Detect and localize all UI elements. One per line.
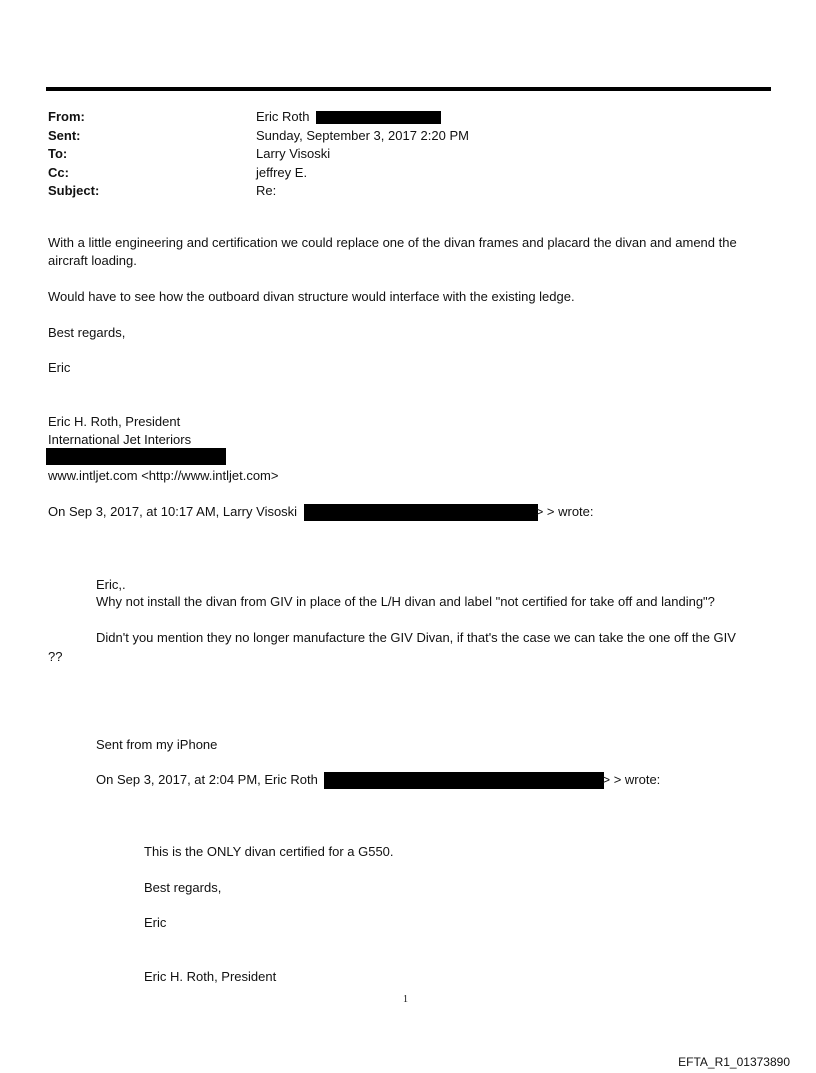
sent-label: Sent: bbox=[48, 127, 81, 143]
signature-name: Eric H. Roth, President bbox=[48, 414, 181, 429]
quote2-signature-name: Eric H. Roth, President bbox=[144, 969, 277, 984]
quote1-intro-wrote: > > wrote: bbox=[535, 504, 594, 519]
from-name: Eric Roth bbox=[256, 109, 310, 124]
redaction-from-email bbox=[316, 111, 441, 124]
quote1-intro-text: On Sep 3, 2017, at 10:17 AM, Larry Visoski bbox=[48, 504, 298, 519]
header-rule bbox=[46, 87, 771, 91]
quote2-regards: Best regards, bbox=[144, 880, 222, 895]
redaction-signature-contact bbox=[46, 448, 226, 465]
quote1-line1: Why not install the divan from GIV in place of the L/H divan and label "not certified for take off and landing"? bbox=[96, 594, 715, 609]
redaction-quote2-email bbox=[324, 772, 604, 789]
quote2-intro bbox=[96, 771, 660, 789]
cc-label: Cc: bbox=[48, 164, 69, 180]
quote1-line2-continuation: ?? bbox=[48, 649, 63, 664]
body-paragraph-1: With a little engineering and certification we could replace one of the divan frames and placard the divan and amend the aircraft loading. bbox=[48, 235, 737, 268]
page-number: 1 bbox=[403, 994, 408, 1005]
quote2-line1: This is the ONLY divan certified for a G550. bbox=[144, 844, 394, 859]
cc-value: jeffrey E. bbox=[256, 164, 308, 180]
quote1-line2: Didn't you mention they no longer manufacture the GIV Divan, if that's the case we can take the one off the GIV bbox=[96, 630, 736, 645]
to-value: Larry Visoski bbox=[256, 146, 331, 161]
subject-label: Subject: bbox=[48, 183, 100, 198]
quote1-sent-from: Sent from my iPhone bbox=[96, 737, 218, 752]
document-id: EFTA_R1_01373890 bbox=[678, 1055, 790, 1069]
from-label: From: bbox=[48, 109, 85, 124]
quote1-greeting: Eric,. bbox=[96, 577, 126, 592]
quote1-intro bbox=[48, 503, 594, 521]
signature-company: International Jet Interiors bbox=[48, 432, 192, 447]
redaction-quote1-email bbox=[304, 504, 538, 521]
body-regards: Best regards, bbox=[48, 325, 126, 340]
body-name: Eric bbox=[48, 360, 71, 375]
sent-value: Sunday, September 3, 2017 2:20 PM bbox=[256, 127, 469, 143]
quote2-intro-wrote: > > wrote: bbox=[602, 772, 661, 787]
from-value bbox=[256, 108, 441, 127]
quote2-name: Eric bbox=[144, 915, 167, 930]
subject-value: Re: bbox=[256, 183, 277, 198]
body-paragraph-2: Would have to see how the outboard divan structure would interface with the existing ledge. bbox=[48, 289, 575, 304]
to-label: To: bbox=[48, 146, 68, 161]
signature-website: www.intljet.com <http://www.intljet.com> bbox=[48, 468, 279, 483]
quote2-intro-text: On Sep 3, 2017, at 2:04 PM, Eric Roth bbox=[96, 772, 318, 787]
